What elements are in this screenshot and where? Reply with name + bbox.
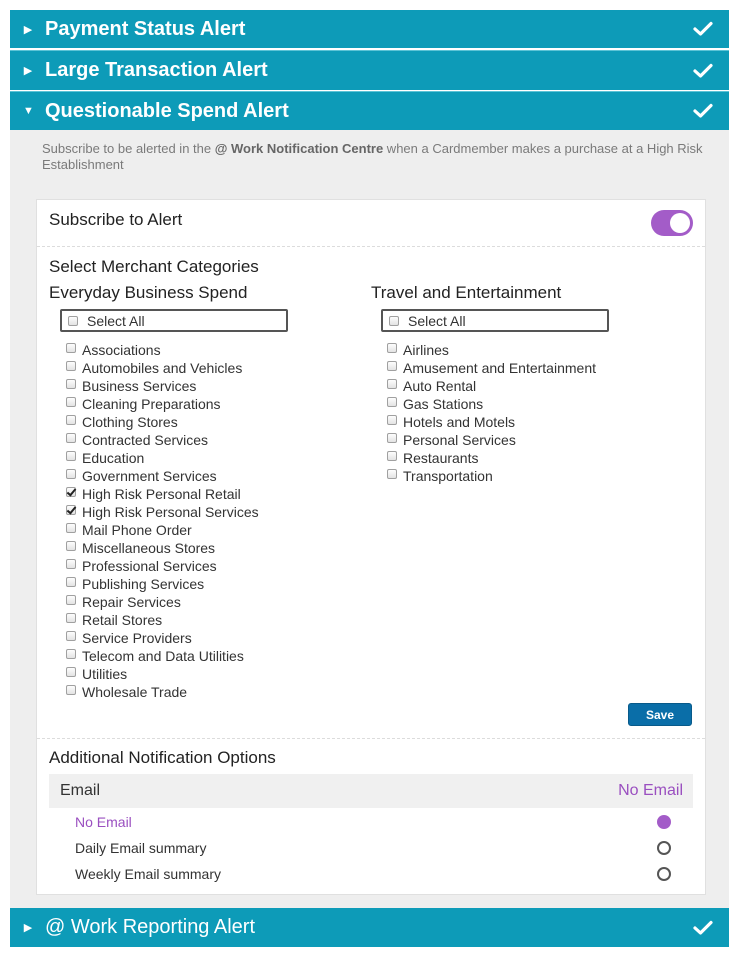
category-item[interactable] xyxy=(66,359,259,377)
category-item[interactable] xyxy=(66,485,259,503)
checkbox-icon[interactable] xyxy=(66,667,76,677)
checkbox-icon[interactable] xyxy=(387,415,397,425)
checkbox-icon[interactable] xyxy=(66,343,76,353)
checkbox-icon[interactable] xyxy=(66,451,76,461)
everyday-column-title: Everyday Business Spend xyxy=(49,283,248,302)
category-item[interactable] xyxy=(66,395,259,413)
checkbox-checked-icon[interactable] xyxy=(66,505,76,515)
checkbox-icon[interactable] xyxy=(66,631,76,641)
checkbox-icon xyxy=(389,316,399,326)
category-label: Wholesale Trade xyxy=(82,684,188,700)
chevron-right-icon: ▶ xyxy=(23,922,33,934)
everyday-category-list xyxy=(66,341,259,701)
category-label: Amusement and Entertainment xyxy=(403,360,596,376)
category-item[interactable] xyxy=(387,467,596,485)
travel-select-all[interactable]: Select All xyxy=(381,309,609,332)
category-label: Clothing Stores xyxy=(82,414,178,430)
category-item[interactable] xyxy=(66,647,259,665)
questionable-spend-panel xyxy=(10,130,729,908)
category-label: Cleaning Preparations xyxy=(82,396,221,412)
everyday-select-all[interactable]: Select All xyxy=(60,309,288,332)
checkbox-icon[interactable] xyxy=(387,451,397,461)
category-label: Personal Services xyxy=(403,432,516,448)
divider xyxy=(37,738,705,739)
checkbox-icon[interactable] xyxy=(66,379,76,389)
checkbox-icon[interactable] xyxy=(387,433,397,443)
subscribe-label: Subscribe to Alert xyxy=(49,210,183,229)
category-label: Business Services xyxy=(82,378,197,394)
category-label: Transportation xyxy=(403,468,493,484)
category-item[interactable] xyxy=(66,467,259,485)
category-label: Miscellaneous Stores xyxy=(82,540,216,556)
category-item[interactable] xyxy=(387,395,596,413)
checkbox-icon[interactable] xyxy=(66,685,76,695)
option-daily-summary[interactable]: Daily Email summary xyxy=(75,840,207,856)
checkbox-icon[interactable] xyxy=(387,361,397,371)
category-label: Retail Stores xyxy=(82,612,163,628)
checkbox-icon[interactable] xyxy=(66,541,76,551)
category-item[interactable] xyxy=(387,449,596,467)
category-item[interactable] xyxy=(66,539,259,557)
checkbox-icon[interactable] xyxy=(387,469,397,479)
additional-options-title: Additional Notification Options xyxy=(49,748,276,767)
email-option-bar[interactable] xyxy=(49,774,693,808)
category-item[interactable] xyxy=(66,629,259,647)
chevron-down-icon: ▼ xyxy=(23,105,34,117)
accordion-title: Large Transaction Alert xyxy=(45,59,268,81)
category-label: Gas Stations xyxy=(403,396,484,412)
accordion-title: Questionable Spend Alert xyxy=(45,99,289,122)
check-icon xyxy=(693,920,713,936)
category-label: Repair Services xyxy=(82,594,181,610)
chevron-right-icon: ▶ xyxy=(23,65,33,77)
accordion-work-reporting[interactable] xyxy=(10,908,729,947)
travel-column-title: Travel and Entertainment xyxy=(371,283,562,302)
category-label: Restaurants xyxy=(403,450,479,466)
category-item[interactable] xyxy=(66,521,259,539)
category-label: Telecom and Data Utilities xyxy=(82,648,244,664)
category-label: Professional Services xyxy=(82,558,217,574)
category-item[interactable] xyxy=(387,431,596,449)
category-item[interactable] xyxy=(387,377,596,395)
save-button[interactable]: Save xyxy=(628,703,692,726)
category-item[interactable] xyxy=(66,503,259,521)
email-current-value: No Email xyxy=(618,782,683,799)
category-item[interactable] xyxy=(66,611,259,629)
category-label: Education xyxy=(82,450,145,466)
category-item[interactable] xyxy=(66,683,259,701)
checkbox-icon[interactable] xyxy=(66,559,76,569)
category-item[interactable] xyxy=(387,413,596,431)
category-item[interactable] xyxy=(66,557,259,575)
checkbox-icon[interactable] xyxy=(66,415,76,425)
checkbox-icon[interactable] xyxy=(66,361,76,371)
category-item[interactable] xyxy=(66,431,259,449)
checkbox-icon[interactable] xyxy=(66,577,76,587)
category-label: Hotels and Motels xyxy=(403,414,516,430)
checkbox-icon[interactable] xyxy=(66,397,76,407)
accordion-payment-status[interactable] xyxy=(10,10,729,48)
travel-category-list xyxy=(387,341,596,485)
category-item[interactable] xyxy=(387,341,596,359)
checkbox-icon[interactable] xyxy=(387,379,397,389)
category-label: High Risk Personal Services xyxy=(82,504,259,520)
check-icon xyxy=(693,21,713,37)
accordion-questionable-spend[interactable] xyxy=(10,91,729,130)
checkbox-checked-icon[interactable] xyxy=(66,487,76,497)
category-label: Mail Phone Order xyxy=(82,522,192,538)
checkbox-icon xyxy=(68,316,78,326)
category-label: Auto Rental xyxy=(403,378,477,394)
checkbox-icon[interactable] xyxy=(66,613,76,623)
category-label: Utilities xyxy=(82,666,128,682)
category-label: High Risk Personal Retail xyxy=(82,486,241,502)
check-icon xyxy=(693,63,713,79)
alert-description: Subscribe to be alerted in the @ Work Notification Centre when a Cardmember makes a purchase at a High Risk Establishment xyxy=(42,141,703,172)
checkbox-icon[interactable] xyxy=(66,523,76,533)
category-item[interactable] xyxy=(66,665,259,683)
radio-no-email[interactable] xyxy=(657,815,671,829)
category-label: Government Services xyxy=(82,468,217,484)
email-label: Email xyxy=(60,782,101,799)
category-label: Publishing Services xyxy=(82,576,205,592)
check-icon xyxy=(693,103,713,119)
category-item[interactable] xyxy=(66,449,259,467)
checkbox-icon[interactable] xyxy=(387,397,397,407)
radio-daily-summary[interactable] xyxy=(657,841,671,855)
subscribe-toggle[interactable] xyxy=(651,210,693,236)
category-item[interactable] xyxy=(66,413,259,431)
checkbox-icon[interactable] xyxy=(387,343,397,353)
option-no-email[interactable]: No Email xyxy=(75,814,132,830)
category-item[interactable] xyxy=(66,575,259,593)
radio-weekly-summary[interactable] xyxy=(657,867,671,881)
option-weekly-summary[interactable]: Weekly Email summary xyxy=(75,866,221,882)
chevron-right-icon: ▶ xyxy=(23,23,33,36)
checkbox-icon[interactable] xyxy=(66,433,76,443)
category-item[interactable] xyxy=(66,341,259,359)
alert-settings-card xyxy=(36,199,706,895)
checkbox-icon[interactable] xyxy=(66,595,76,605)
checkbox-icon[interactable] xyxy=(66,649,76,659)
divider xyxy=(37,246,705,247)
checkbox-icon[interactable] xyxy=(66,469,76,479)
category-label: Airlines xyxy=(403,342,449,358)
category-item[interactable] xyxy=(66,593,259,611)
category-item[interactable] xyxy=(387,359,596,377)
category-label: Automobiles and Vehicles xyxy=(82,360,243,376)
category-label: Contracted Services xyxy=(82,432,209,448)
accordion-title: Payment Status Alert xyxy=(45,17,246,40)
merchant-categories-title: Select Merchant Categories xyxy=(49,257,259,276)
category-label: Associations xyxy=(82,342,161,358)
category-item[interactable] xyxy=(66,377,259,395)
accordion-large-transaction[interactable] xyxy=(10,50,729,90)
accordion-title: @ Work Reporting Alert xyxy=(45,916,256,938)
toggle-knob xyxy=(670,213,690,233)
category-label: Service Providers xyxy=(82,630,192,646)
